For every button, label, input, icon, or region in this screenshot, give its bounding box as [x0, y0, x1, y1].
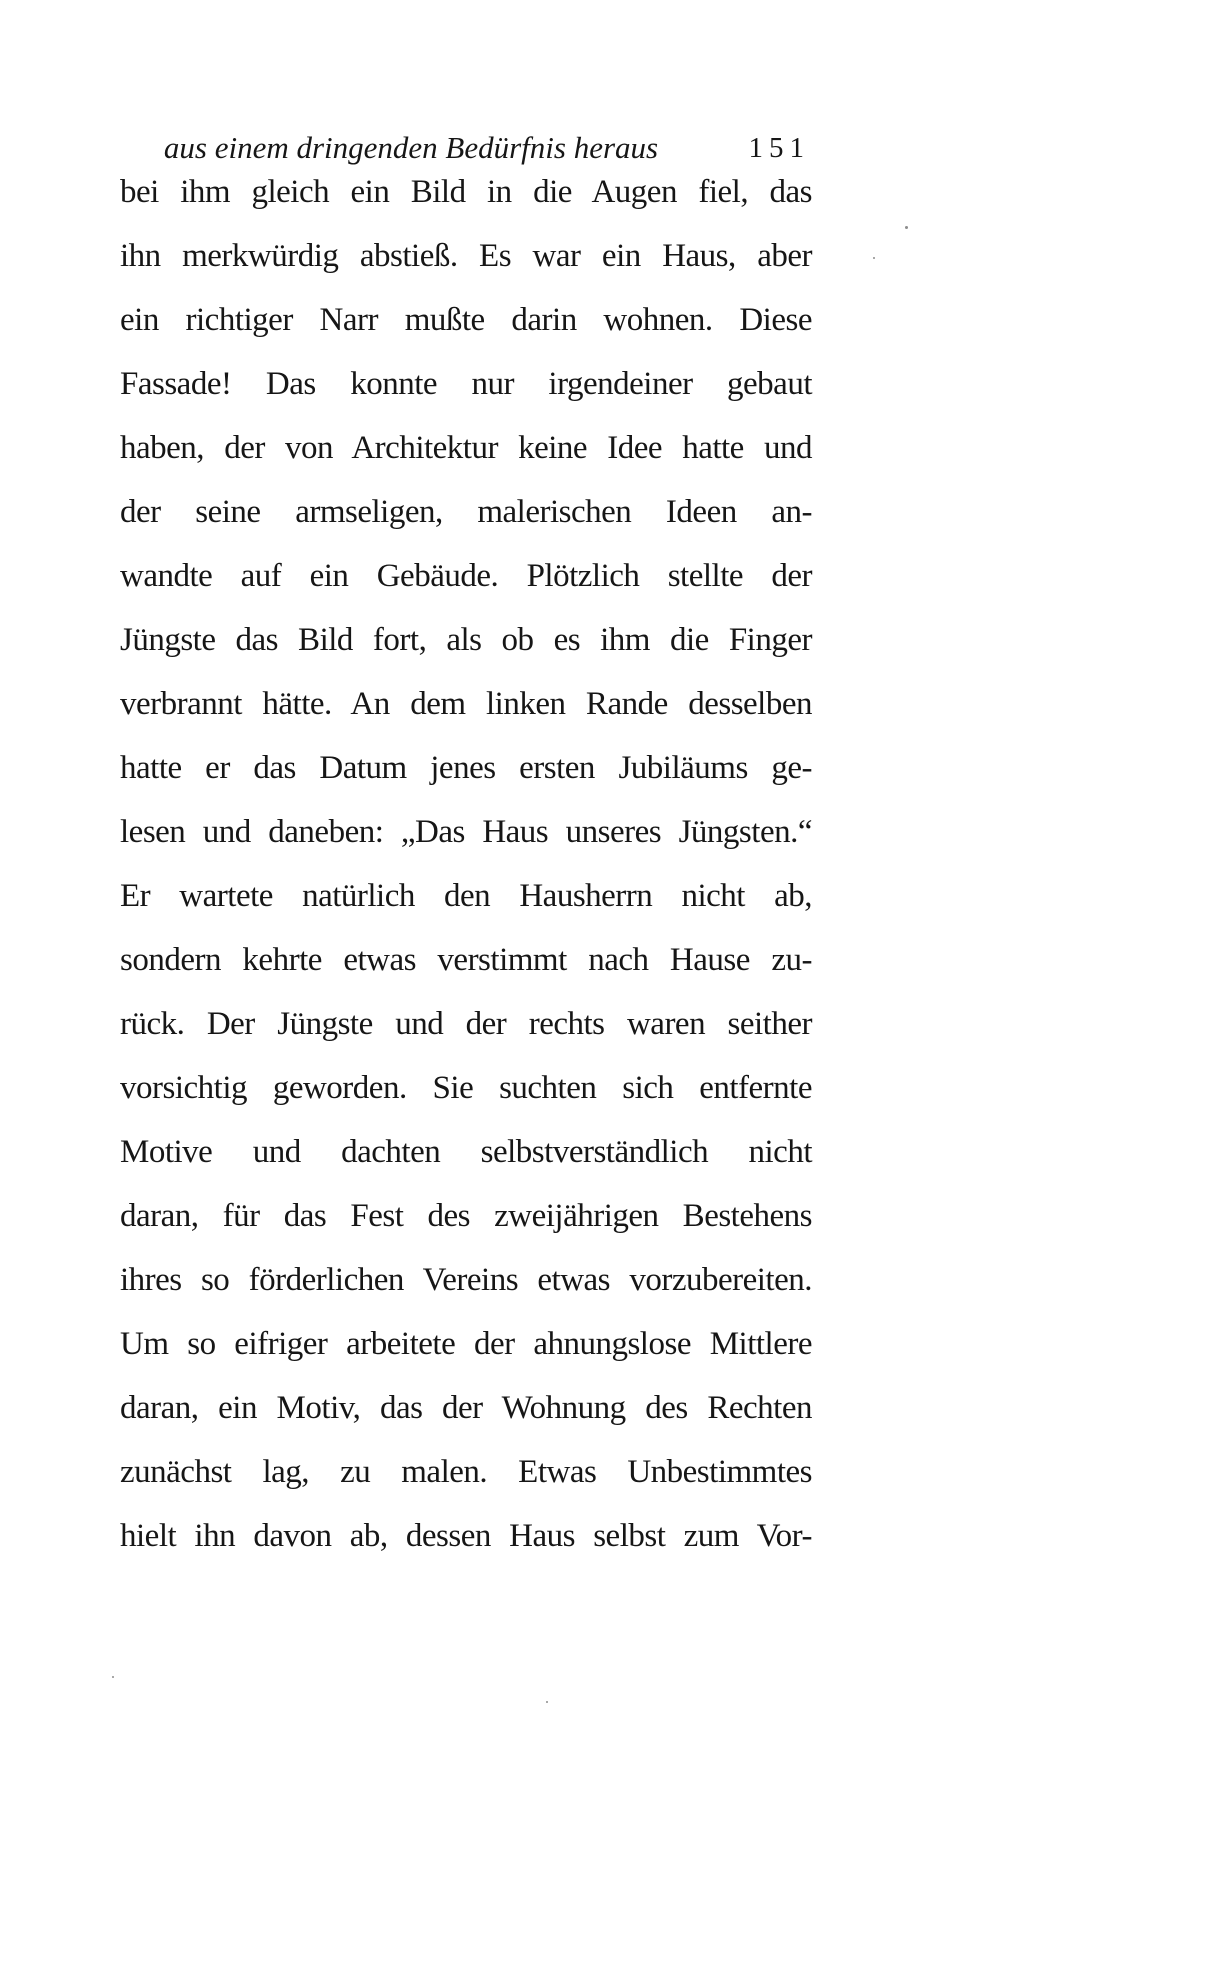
scan-speck [873, 257, 875, 259]
page-number: 151 [748, 132, 810, 164]
text-line: sondern kehrte etwas verstimmt nach Hause zu- [120, 942, 812, 978]
text-line: vorsichtig geworden. Sie suchten sich entfernte [120, 1070, 812, 1106]
scan-speck [112, 1676, 114, 1678]
text-line: zunächst lag, zu malen. Etwas Unbestimmtes [120, 1454, 812, 1490]
text-line: hatte er das Datum jenes ersten Jubiläums ge- [120, 750, 812, 786]
text-line: Er wartete natürlich den Hausherrn nicht ab, [120, 878, 812, 914]
scan-speck [546, 1701, 548, 1703]
text-line: wandte auf ein Gebäude. Plötzlich stellte der [120, 558, 812, 594]
text-line: Um so eifriger arbeitete der ahnungslose Mittlere [120, 1326, 812, 1362]
running-header-title: aus einem dringenden Bedürfnis heraus [163, 130, 659, 165]
text-line: daran, für das Fest des zweijährigen Bestehens [120, 1198, 812, 1234]
text-line: ihn merkwürdig abstieß. Es war ein Haus, aber [120, 238, 812, 274]
text-line: rück. Der Jüngste und der rechts waren seither [120, 1006, 812, 1042]
text-line: Fassade! Das konnte nur irgendeiner gebaut [120, 366, 812, 402]
text-line: ein richtiger Narr mußte darin wohnen. Diese [120, 302, 812, 338]
text-line: daran, ein Motiv, das der Wohnung des Rechten [120, 1390, 812, 1426]
text-line: der seine armseligen, malerischen Ideen an- [120, 494, 812, 530]
text-line: Jüngste das Bild fort, als ob es ihm die Finger [120, 622, 812, 658]
text-line: haben, der von Architektur keine Idee hatte und [120, 430, 812, 466]
text-line: verbrannt hätte. An dem linken Rande desselben [120, 686, 812, 722]
body-text-block [120, 160, 812, 1568]
text-line: bei ihm gleich ein Bild in die Augen fiel, das [120, 174, 812, 210]
scan-speck [905, 226, 908, 229]
text-line: Motive und dachten selbstverständlich nicht [120, 1134, 812, 1170]
text-line: ihres so förderlichen Vereins etwas vorzubereiten. [120, 1262, 812, 1298]
text-line: lesen und daneben: „Das Haus unseres Jüngsten.“ [120, 814, 812, 850]
text-line: hielt ihn davon ab, dessen Haus selbst zum Vor- [120, 1518, 812, 1554]
